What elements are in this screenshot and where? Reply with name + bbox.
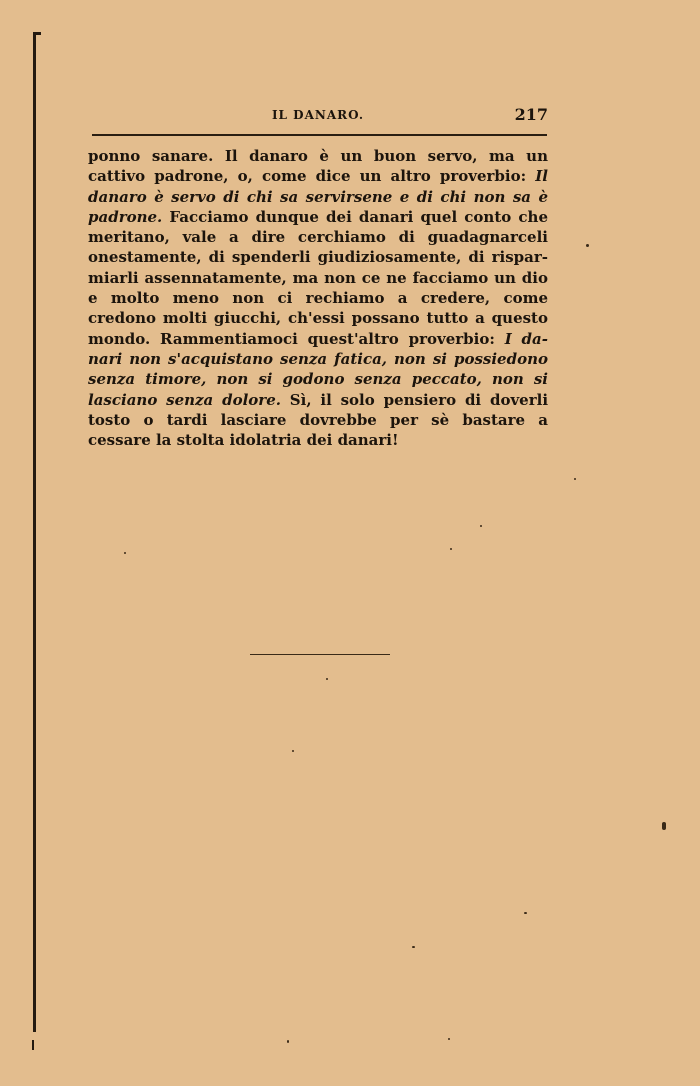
paper-speck [292, 750, 294, 752]
body-text-segment: Facciamo dunque dei danari quel conto che meritano, vale a dire cerchiamo di guadagnarceli onestamente, di spenderli giudiziosamente, di risparmiarli assennatamente, ma non ce ne facciamo un dio e molto meno non ci rechiamo a credere, come credono molti giucchi, ch'essi possano tutto a questo mondo. Rammentiamoci quest'altro proverbio: [88, 207, 548, 348]
end-rule [250, 654, 390, 655]
binding-edge [33, 32, 36, 1032]
body-text-segment: ponno sanare. Il danaro è un buon servo, ma un cattivo padrone, o, come dice un altro proverbio: [88, 147, 548, 186]
paper-speck [450, 548, 452, 550]
header-rule [92, 134, 547, 136]
binding-edge-cap [33, 32, 41, 35]
body-paragraph [88, 146, 548, 450]
paper-speck [480, 525, 482, 527]
proverb-quote: I danari non s'acquistano senza fatica, non si possiedono senza timore, non si godono senza peccato, non si lasciano senza dolore. [88, 329, 548, 409]
body-text-segment: Sì, il solo pensiero di doverli tosto o tardi lasciare dovrebbe per sè bastare a cessare la stolta idolatria dei danari! [88, 390, 549, 450]
binding-tick [32, 1040, 34, 1050]
running-title: IL DANARO. [271, 108, 365, 122]
paper-speck [448, 1038, 450, 1040]
paper-speck [412, 946, 415, 948]
running-head [88, 104, 548, 128]
paper-speck [574, 478, 576, 480]
proverb-quote: Il danaro è servo di chi sa servirsene e di chi non sa è padrone. [88, 167, 548, 226]
page-number: 217 [514, 105, 548, 124]
paper-speck [586, 244, 589, 247]
paper-speck [124, 552, 126, 554]
paper-speck [662, 822, 666, 830]
paper-speck [524, 912, 527, 914]
paper-speck [326, 678, 328, 680]
paper-speck [287, 1040, 289, 1043]
